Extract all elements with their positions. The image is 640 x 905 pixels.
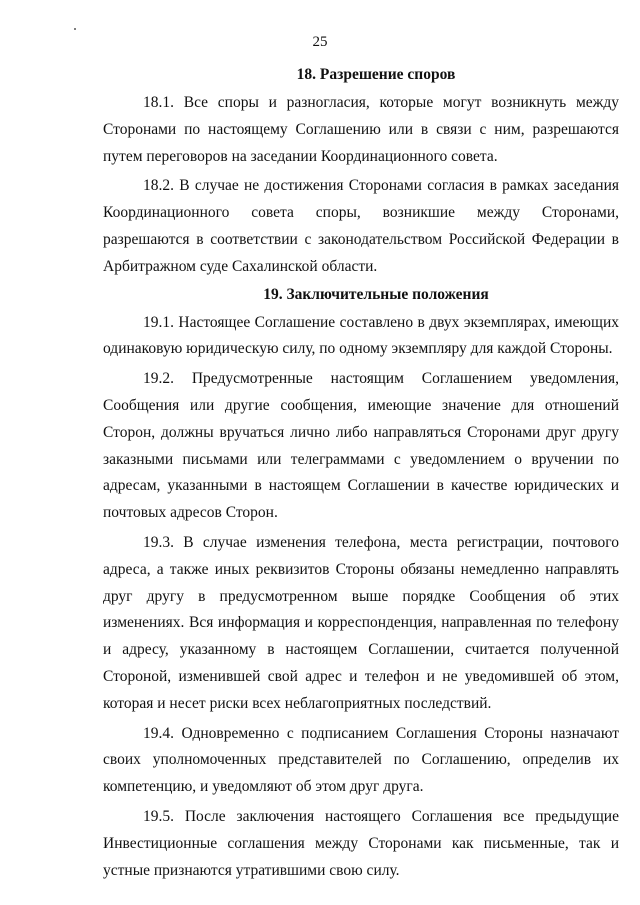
document-body xyxy=(103,64,619,884)
paragraph-18-2: 18.2. В случае не достижения Сторонами согласия в рамках заседания Координационного совета споры, возникшие между Сторонами, разрешаются в соответствии с законодательством Российской Федерации в Арбитражном суде Сахалинской области. xyxy=(103,177,619,275)
paragraph-19-5: 19.5. После заключения настоящего Соглашения все предыдущие Инвестиционные соглашения между Сторонами как письменные, так и устные признаются утратившими свою силу. xyxy=(103,807,619,879)
paragraph-19-1: 19.1. Настоящее Соглашение составлено в двух экземплярах, имеющих одинаковую юридическую силу, по одному экземпляру для каждой Стороны. xyxy=(103,313,619,358)
paragraph-18-1: 18.1. Все споры и разногласия, которые могут возникнуть между Сторонами по настоящему Соглашению или в связи с ним, разрешаются путем переговоров на заседании Координационного совета. xyxy=(103,94,619,165)
paragraph-19-3: 19.3. В случае изменения телефона, места регистрации, почтового адреса, а также иных реквизитов Стороны обязаны немедленно направлять друг другу в предусмотренном выше порядке Сообщения об этих изменениях. Вся информация и корреспонденция, направленная по телефону и адресу, указанному в настоящем Соглашении, считается полученной Стороной, изменившей свой адрес и телефон и не уведомившей об этом, которая и несет риски всех неблагоприятных последствий. xyxy=(103,533,619,712)
page-number: 25 xyxy=(312,34,328,50)
paragraph-19-4: 19.4. Одновременно с подписанием Соглашения Стороны назначают своих уполномоченных представителей по Соглашению, определив их компетенцию, и уведомляют об этом друг друга. xyxy=(103,724,619,796)
section-heading-disputes: 18. Разрешение споров xyxy=(296,66,456,83)
section-heading-final-provisions: 19. Заключительные положения xyxy=(263,285,489,303)
scan-speck xyxy=(74,28,76,30)
paragraph-19-2: 19.2. Предусмотренные настоящим Соглашением уведомления, Сообщения или другие сообщения, имеющие значение для отношений Сторон, должны вручаться лично либо направляться Сторонами друг другу заказными письмами или телеграммами с уведомлением о вручении по адресам, указанными в настоящем Соглашении в качестве юридических и почтовых адресов Сторон. xyxy=(103,370,619,522)
